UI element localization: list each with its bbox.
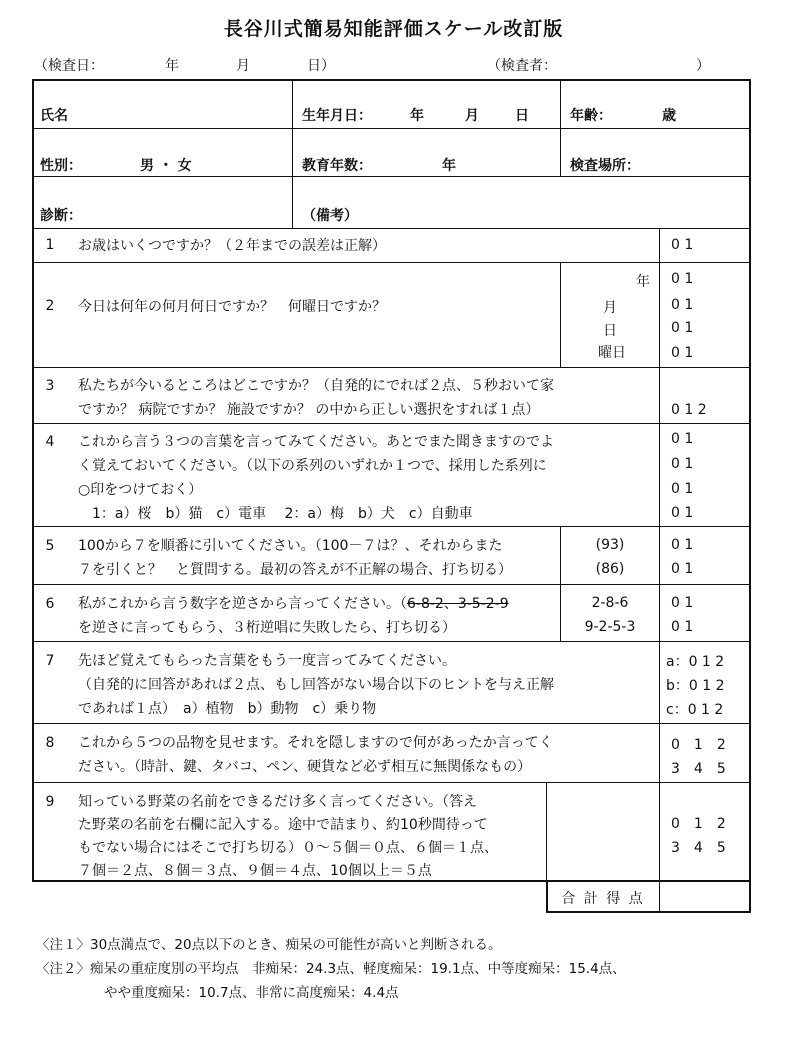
examiner-close: ） [696, 58, 710, 74]
diagnosis-label: 診断： [40, 208, 82, 224]
exam-day-label: 日） [307, 58, 335, 74]
education-label: 教育年数： [302, 158, 372, 174]
q7-line-1: 先ほど覚えてもらった言葉をもう一度言ってみてください。 [78, 653, 456, 669]
q3-number: 3 [45, 378, 55, 394]
exam-year-label: 年 [165, 58, 179, 74]
q6-struck-digits: 6-8-2、3-5-2-9 [407, 596, 509, 612]
q5-score-1: 0 1 [671, 537, 694, 553]
q8-score-row-2: 3 4 5 [671, 761, 726, 777]
q9-score-row-2: 3 4 5 [671, 840, 726, 856]
examiner-label: （検査者： [487, 58, 557, 74]
exam-month-label: 月 [236, 58, 250, 74]
q7-line-2: （自発的に回答があれば２点、もし回答がない場合以下のヒントを与え正解 [78, 677, 554, 693]
exam-date-label: （検査日： [34, 58, 104, 74]
q5-answer-2: (86) [595, 561, 625, 577]
row-divider [32, 782, 751, 783]
birth-month-label: 月 [465, 108, 479, 124]
sub-col-divider [546, 782, 547, 882]
q9-line-4: ７個＝２点、８個＝３点、９個＝４点、10個以上＝５点 [78, 863, 432, 879]
q2-text: 今日は何年の何月何日ですか？ 何曜日ですか？ [78, 299, 386, 315]
note-2: 〈注２〉痴呆の重症度別の平均点 非痴呆：24.3点、軽度痴呆：19.1点、中等度痴呆：15.4点、 [36, 961, 626, 977]
q7-line-3: であれば１点） a）植物 b）動物 c）乗り物 [78, 701, 377, 717]
row-divider [32, 526, 751, 527]
q8-line-1: これから５つの品物を見せます。それを隠しますので何があったか言ってく [78, 735, 553, 751]
remarks-label: （備考） [302, 208, 358, 224]
q9-number: 9 [45, 794, 55, 810]
q2-score-year: 0 1 [671, 271, 694, 287]
birth-year-label: 年 [410, 108, 424, 124]
q6-answer-1: 2-8-6 [591, 595, 629, 611]
q2-score-weekday: 0 1 [671, 345, 694, 361]
q3-line-2: ですか？ 病院ですか？ 施設ですか？ の中から正しい選択をすれば１点） [78, 402, 540, 418]
score-col-divider [659, 228, 660, 882]
sub-col-divider [560, 262, 561, 367]
q6-line-1-text: 私がこれから言う数字を逆さから言ってください。（ [78, 596, 407, 612]
birth-day-label: 日 [515, 108, 529, 124]
q9-line-3: もでない場合にはそこで打ち切る）０～５個＝０点、６個＝１点、 [78, 840, 498, 856]
q1-number: 1 [45, 237, 55, 253]
q3-score: 0 1 2 [671, 402, 707, 418]
q6-line-2: を逆さに言ってもらう、３桁逆唱に失敗したら、打ち切る） [78, 620, 456, 636]
row-divider [32, 262, 751, 263]
row-divider [32, 367, 751, 368]
q8-score-row-1: 0 1 2 [671, 737, 726, 753]
q2-number: 2 [45, 298, 55, 314]
q6-score-2: 0 1 [671, 619, 694, 635]
row-divider [32, 584, 751, 585]
q2-score-day: 0 1 [671, 320, 694, 336]
q4-score-3: 0 1 [671, 481, 694, 497]
q6-line-1 [78, 592, 509, 616]
birthdate-label: 生年月日： [302, 108, 372, 124]
q3-line-1: 私たちが今いるところはどこですか？（自発的にでれば２点、５秒おいて家 [78, 378, 554, 394]
education-unit: 年 [442, 158, 456, 174]
q7-score-a: a：0 1 2 [666, 654, 725, 670]
col-divider [560, 79, 561, 177]
q2-sub-day: 日 [603, 323, 617, 339]
q2-sub-weekday: 曜日 [598, 345, 626, 361]
row-divider [32, 128, 751, 129]
q6-answer-2: 9-2-5-3 [584, 619, 636, 635]
sex-label: 性別： [40, 158, 82, 174]
q4-line-2: く覚えておいてください。（以下の系列のいずれか１つで、採用した系列に [78, 458, 547, 474]
q8-line-2: ださい。（時計、鍵、タバコ、ペン、硬貨など必ず相互に無関係なもの） [78, 759, 532, 775]
q4-score-1: 0 1 [671, 431, 694, 447]
q7-score-c: c：0 1 2 [666, 702, 724, 718]
q8-number: 8 [45, 735, 55, 751]
q2-sub-month: 月 [603, 300, 617, 316]
q1-text: お歳はいくつですか？（２年までの誤差は正解） [78, 238, 386, 254]
sex-options: 男 ・ 女 [140, 158, 192, 174]
row-divider [32, 228, 751, 229]
q9-line-2: た野菜の名前を右欄に記入する。途中で詰まり、約10秒間待って [78, 817, 488, 833]
q1-score: 0 1 [671, 237, 694, 253]
q5-line-2: ７を引くと？ と質問する。最初の答えが不正解の場合、打ち切る） [78, 562, 512, 578]
q6-number: 6 [45, 596, 55, 612]
q4-line-4: 1：a）桜 b）猫 c）電車 2：a）梅 b）犬 c）自動車 [78, 506, 473, 522]
q2-score-month: 0 1 [671, 297, 694, 313]
q6-score-1: 0 1 [671, 595, 694, 611]
exam-place-label: 検査場所： [570, 158, 640, 174]
note-2-continued: やや重度痴呆：10.7点、非常に高度痴呆：4.4点 [104, 985, 399, 1001]
q4-score-2: 0 1 [671, 456, 694, 472]
col-divider [292, 79, 293, 228]
q7-number: 7 [45, 653, 55, 669]
q7-score-b: b：0 1 2 [666, 678, 725, 694]
sub-col-divider [560, 526, 561, 641]
q9-line-1: 知っている野菜の名前をできるだけ多く言ってください。（答え [78, 794, 477, 810]
q5-score-2: 0 1 [671, 561, 694, 577]
row-divider [32, 641, 751, 642]
q5-answer-1: (93) [595, 537, 625, 553]
q9-score-row-1: 0 1 2 [671, 816, 726, 832]
row-divider [32, 176, 751, 177]
q4-number: 4 [45, 434, 55, 450]
q4-score-4: 0 1 [671, 505, 694, 521]
q4-line-3: ○印をつけておく） [78, 482, 203, 498]
total-col-divider [659, 881, 660, 913]
q2-sub-year: 年 [636, 274, 650, 290]
age-label: 年齢： [570, 108, 612, 124]
age-unit: 歳 [662, 108, 676, 124]
name-label: 氏名 [40, 108, 68, 124]
note-1: 〈注１〉30点満点で、20点以下のとき、痴呆の可能性が高いと判断される。 [36, 937, 502, 953]
total-score-label: 合 計 得 点 [561, 891, 645, 907]
row-divider [32, 723, 751, 724]
q5-number: 5 [45, 538, 55, 554]
q4-line-1: これから言う３つの言葉を言ってみてください。あとでまた聞きますのでよ [78, 434, 554, 450]
form-title: 長谷川式簡易知能評価スケール改訂版 [223, 18, 564, 40]
row-divider [32, 423, 751, 424]
q5-line-1: 100から７を順番に引いてください。（100－７は？、それからまた [78, 538, 503, 554]
